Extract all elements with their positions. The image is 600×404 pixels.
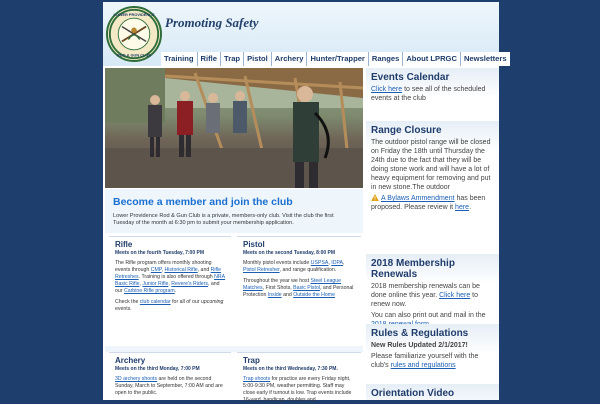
link-uspsa[interactable]: USPSA [310,260,329,266]
nav-pistol[interactable]: Pistol [243,52,271,66]
rifle-meeting-time: Meets on the fourth Tuesday, 7:00 PM [115,250,204,256]
rifle-title: Rifle [115,240,133,249]
rules-box [366,324,499,384]
sidebar [366,68,499,400]
nav-about[interactable]: About LPRGC [402,52,460,66]
link-outside-the-home[interactable]: Outside the Home [293,292,336,298]
rules-text: Please familiarize yourself with the club's rules and regulations [371,353,479,369]
nav-ranges[interactable]: Ranges [368,52,402,66]
pistol-title: Pistol [243,240,265,249]
join-title: Become a member and join the club [113,196,293,208]
trap-title: Trap [243,356,260,365]
range-closure-box [366,121,499,254]
shooting-range-photo [105,68,363,188]
range-text: The outdoor pistol range will be closed on Friday the 18th until Thursday the 24th due to the fact that they will be doing stone work and will have a lot of heavy equipment for removing and put in new stone.The outdoor [371,139,491,191]
link-junior-rifle[interactable]: Junior Rifle [142,281,169,287]
link-bylaws-amendment[interactable]: A Bylaws Ammendment [381,195,455,202]
link-events-click-here[interactable]: Click here [371,86,403,93]
club-seal-icon [108,8,160,60]
site-tagline: Promoting Safety [165,15,259,30]
link-3d-archery[interactable]: 3D archery shoots [115,376,158,382]
page-container [103,2,507,403]
events-title: Events Calendar [371,72,450,83]
archery-meeting-time: Meets on the third Monday, 7:00 PM [115,366,200,372]
rifle-calendar-note: Check the club calendar for all of our upcoming events. [115,299,224,312]
archery-title: Archery [115,356,146,365]
rifle-description: The Rifle program offers monthly shooting events through CMP, Historical Rifle, and Rifle Retreshes. Training is also offered through NRA Basic Rifle, Junior Rifle, Revere's Riders, and our Carbine Rifle program. [115,260,226,294]
membership-mail-text: You can also print out and mail in the [371,311,493,329]
link-reveres-riders[interactable]: Revere's Riders [171,281,208,287]
link-renew-click-here[interactable]: Click here [439,292,471,299]
nav-hunter-trapper[interactable]: Hunter/Trapper [306,52,367,66]
link-historical-rifle[interactable]: Historical Rifle [164,267,198,273]
svg-text:ROD & GUN CLUB: ROD & GUN CLUB [116,52,152,58]
link-cmp[interactable]: CMP [150,267,162,273]
nav-archery[interactable]: Archery [271,52,307,66]
link-trap-shoots[interactable]: Trap shoots [243,376,271,382]
membership-text: 2018 membership renewals can be done online this year. Click here to renew now. [371,283,480,308]
warning-icon [371,194,379,201]
join-text: Lower Providence Rod & Gun Club is a private, members-only club. Visit the club the first Tuesday of the month at 6:30 pm to submit your membership application. [113,213,334,226]
site-header [103,2,507,66]
link-review-here[interactable]: here [455,204,470,211]
bylaws-note: A Bylaws Ammendment has been proposed. Please review it here. [371,195,486,211]
nav-newsletters[interactable]: Newsletters [460,52,510,66]
events-text: Click here to see all of the scheduled events at the club [371,86,486,102]
link-club-calendar[interactable]: club calendar [139,299,171,305]
link-idpa[interactable]: IDPA [331,260,343,266]
link-basic-pistol[interactable]: Basic Pistol [293,285,320,291]
link-steel-league[interactable]: Steel League Matches [243,278,342,291]
pistol-description: Monthly pistol events include USPSA, IDPA, Pistol Retresher, and range qualification. [243,260,345,273]
hero-photo [105,68,363,188]
orientation-video-box [366,384,499,400]
rules-title: Rules & Regulations [371,328,469,339]
pistol-meeting-time: Meets on the second Tuesday, 8:00 PM [243,250,336,256]
link-carbine-rifle[interactable]: Carbine Rifle program [123,288,175,294]
link-rifle-retreshes[interactable]: Rifle Retreshes [115,267,222,280]
range-title: Range Closure [371,125,442,136]
membership-box [366,254,499,324]
video-title: Orientation Video [371,388,455,399]
rifle-card [109,236,231,346]
nav-rifle[interactable]: Rifle [197,52,220,66]
pistol-card [237,236,361,346]
club-logo[interactable] [106,6,162,62]
nav-training[interactable]: Training [164,54,194,63]
join-section [105,189,363,233]
link-rules-regulations[interactable]: rules and regulations [390,362,456,369]
archery-description: 3D archery shoots are held on the second Sunday, March to September, 7:00 AM and are open to the public. [115,376,223,396]
trap-meeting-time: Meets on the third Wednesday, 7:30 PM. [243,366,338,372]
main-nav [161,52,510,66]
archery-card [109,352,231,400]
nav-trap[interactable]: Trap [220,52,243,66]
events-calendar-box [366,68,499,121]
link-inside[interactable]: Inside [267,292,282,298]
trap-description: Trap shoots for practice are every Friday night, 5:00-9:30 PM, weather permitting. Staff may close early if turnout is low. Trap events include 16-yard, handicap, doubles and [243,376,352,403]
membership-title: 2018 Membership Renewals [371,258,455,280]
link-pistol-retresher[interactable]: Pistol Retresher [243,267,280,273]
link-nra-basic-rifle[interactable]: NRA Basic Rifle [115,274,226,287]
rules-updated: New Rules Updated 2/1/2017! [371,342,468,349]
pistol-events-note: Throughout the year we host Steel League Matches, First Shots, Basic Pistol, and Personal Protection Inside and Outside the Home [243,278,354,298]
trap-card [237,352,361,403]
svg-text:LOWER PROVIDENCE: LOWER PROVIDENCE [113,11,155,17]
